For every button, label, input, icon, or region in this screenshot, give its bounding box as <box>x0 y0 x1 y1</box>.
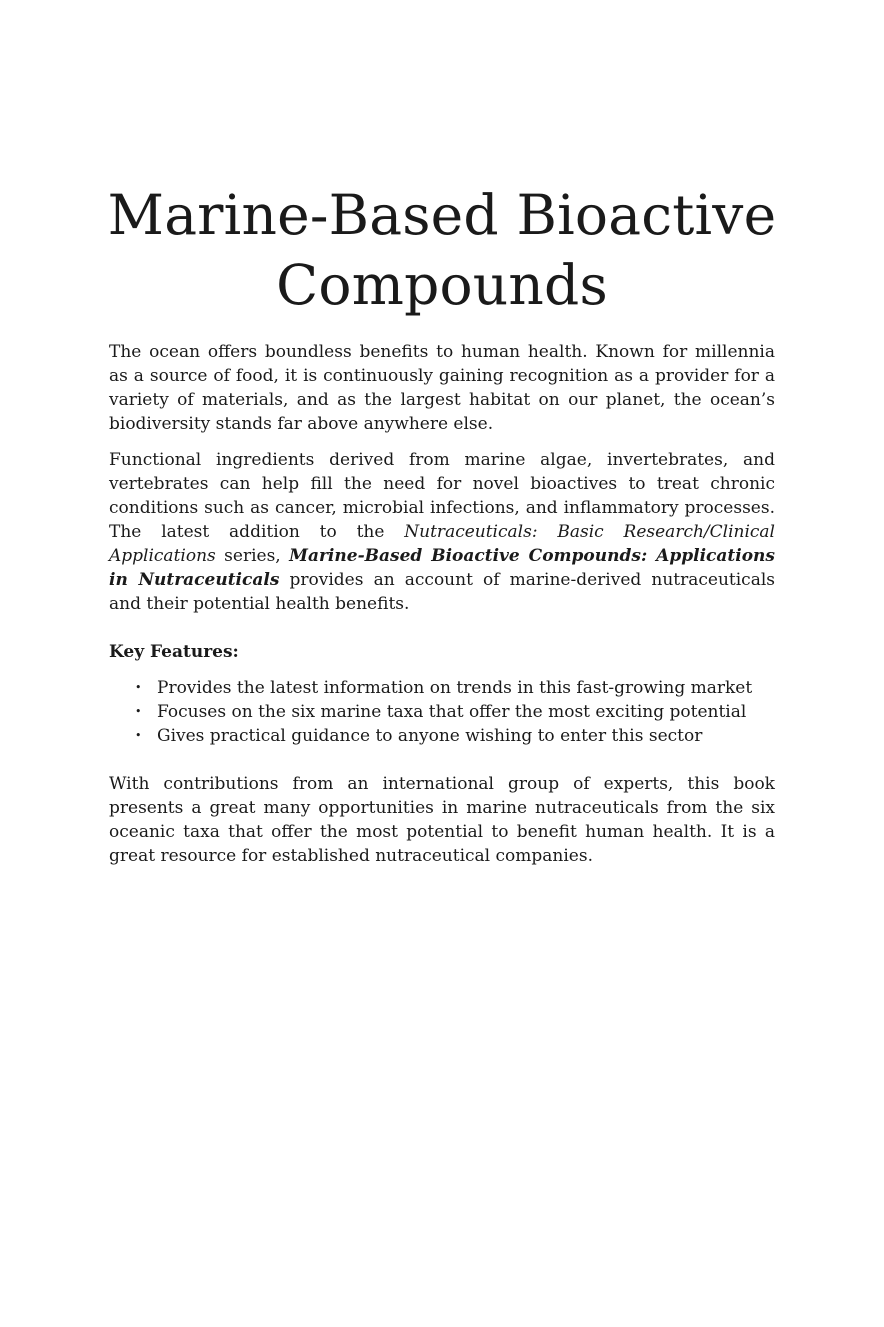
feature-text: Gives practical guidance to anyone wishing to enter this sector <box>157 726 703 746</box>
feature-item <box>130 724 770 748</box>
book-title-line-1: Marine-Based Bioactive <box>107 183 777 247</box>
key-features-heading: Key Features: <box>109 642 239 662</box>
book-title <box>0 180 884 320</box>
closing-paragraph: With contributions from an international group of experts, this book presents a great many opportunities in marine nutraceuticals from the six oceanic taxa that offer the most potential to benefit human health. It is a great resource for established nutraceutical companies. <box>109 774 775 866</box>
feature-text: Provides the latest information on trends in this fast-growing market <box>157 678 753 698</box>
series-name: Nutraceuticals: Basic Research/Clinical Applications <box>109 522 775 566</box>
feature-item <box>130 676 770 700</box>
description-paragraph <box>109 448 775 616</box>
description-text-c: provides an account of marine-derived nutraceuticals and their potential health benefits. <box>109 570 775 614</box>
bullet-icon: • <box>135 729 142 742</box>
feature-item <box>130 700 770 724</box>
feature-text: Focuses on the six marine taxa that offer the most exciting potential <box>157 702 747 722</box>
bullet-icon: • <box>135 705 142 718</box>
intro-paragraph: The ocean offers boundless benefits to human health. Known for millennia as a source of food, it is continuously gaining recognition as a provider for a variety of materials, and as the largest habitat on our planet, the ocean’s biodiversity stands far above anywhere else. <box>109 342 775 434</box>
book-title-line-2: Compounds <box>276 253 608 317</box>
description-text-b: series, <box>215 546 290 566</box>
key-features-list <box>130 676 770 748</box>
bullet-icon: • <box>135 681 142 694</box>
description-text-a: Functional ingredients derived from marine algae, invertebrates, and vertebrates can help fill the need for novel bioactives to treat chronic conditions such as cancer, microbial infections, and inflammatory processes. The latest addition to the <box>109 450 775 542</box>
book-title-inline: Marine-Based Bioactive Compounds: Applications in Nutraceuticals <box>109 546 775 590</box>
